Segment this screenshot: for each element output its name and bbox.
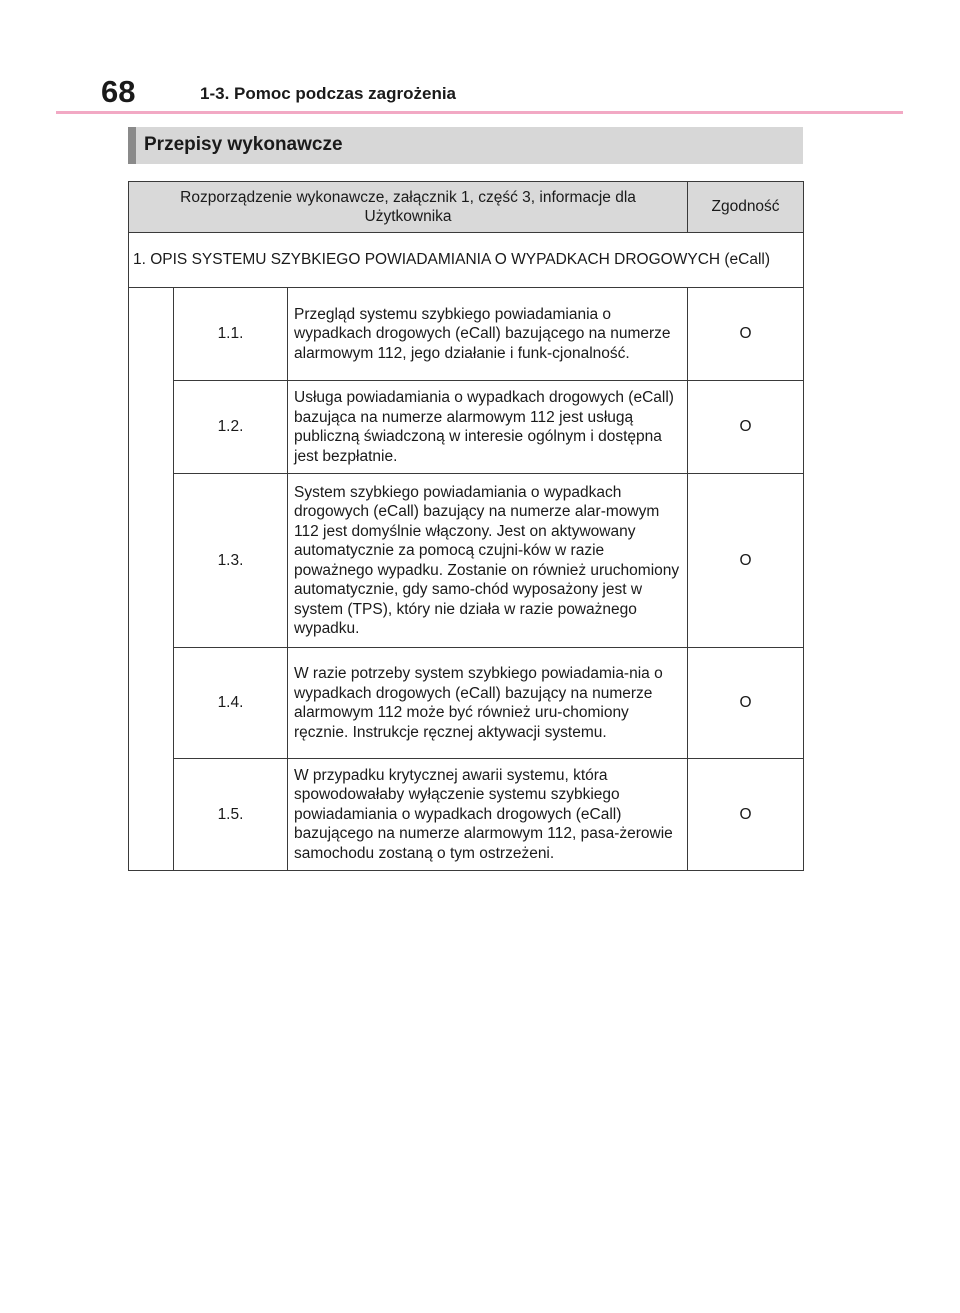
header-divider bbox=[56, 111, 903, 114]
heading-accent-stripe bbox=[128, 127, 136, 164]
item-number: 1.4. bbox=[174, 648, 288, 759]
item-description: Usługa powiadamiania o wypadkach drogowych (eCall) bazująca na numerze alarmowym 112 jest usługą publiczną świadczoną w interesie ogólnym i dostępna jest bezpłatnie. bbox=[288, 381, 688, 474]
indent-cell bbox=[129, 288, 174, 871]
table-row bbox=[129, 648, 804, 759]
item-number: 1.1. bbox=[174, 288, 288, 381]
item-compliance: O bbox=[688, 648, 804, 759]
page-number: 68 bbox=[101, 74, 136, 109]
heading-title: Przepisy wykonawcze bbox=[144, 134, 343, 155]
table-row bbox=[129, 381, 804, 474]
section-title: 1-3. Pomoc podczas zagrożenia bbox=[200, 84, 457, 103]
table-row bbox=[129, 288, 804, 381]
heading-bar bbox=[128, 127, 803, 164]
page-header bbox=[0, 0, 960, 120]
item-description: Przegląd systemu szybkiego powiadamiania o wypadkach drogowych (eCall) bazującego na numerze alarmowym 112, jego działanie i funk-cjonalność. bbox=[288, 288, 688, 381]
item-description: System szybkiego powiadamiania o wypadkach drogowych (eCall) bazujący na numerze alar-mowym 112 jest domyślnie włączony. Jest on aktywowany automatycznie za pomocą czujni-ków w razie poważnego wypadku. Zostanie on również uruchomiony automatycznie, gdy samo-chód wyposażony jest w system (TPS), który nie działa w razie poważnego wypadku. bbox=[288, 474, 688, 648]
item-number: 1.2. bbox=[174, 381, 288, 474]
table-row bbox=[129, 759, 804, 871]
section-title-cell: 1. OPIS SYSTEMU SZYBKIEGO POWIADAMIANIA O WYPADKACH DROGOWYCH (eCall) bbox=[129, 233, 804, 288]
item-description: W przypadku krytycznej awarii systemu, która spowodowałaby wyłączenie systemu szybkiego powiadamiania o wypadkach drogowych (eCall) bazującego na numerze alarmowym 112, pasa-żerowie samochodu zostaną o tym ostrzeżeni. bbox=[288, 759, 688, 871]
column-header-regulation: Rozporządzenie wykonawcze, załącznik 1, część 3, informacje dla Użytkownika bbox=[129, 182, 688, 233]
table-header-row bbox=[129, 182, 804, 233]
item-number: 1.5. bbox=[174, 759, 288, 871]
table-section-row bbox=[129, 233, 804, 288]
table-row bbox=[129, 474, 804, 648]
item-compliance: O bbox=[688, 474, 804, 648]
item-number: 1.3. bbox=[174, 474, 288, 648]
item-description: W razie potrzeby system szybkiego powiadamia-nia o wypadkach drogowych (eCall) bazujący na numerze alarmowym 112 może być również uru-chomiony ręcznie. Instrukcje ręcznej aktywacji systemu. bbox=[288, 648, 688, 759]
column-header-compliance: Zgodność bbox=[688, 182, 804, 233]
item-compliance: O bbox=[688, 381, 804, 474]
item-compliance: O bbox=[688, 759, 804, 871]
regulations-table bbox=[128, 181, 804, 871]
item-compliance: O bbox=[688, 288, 804, 381]
